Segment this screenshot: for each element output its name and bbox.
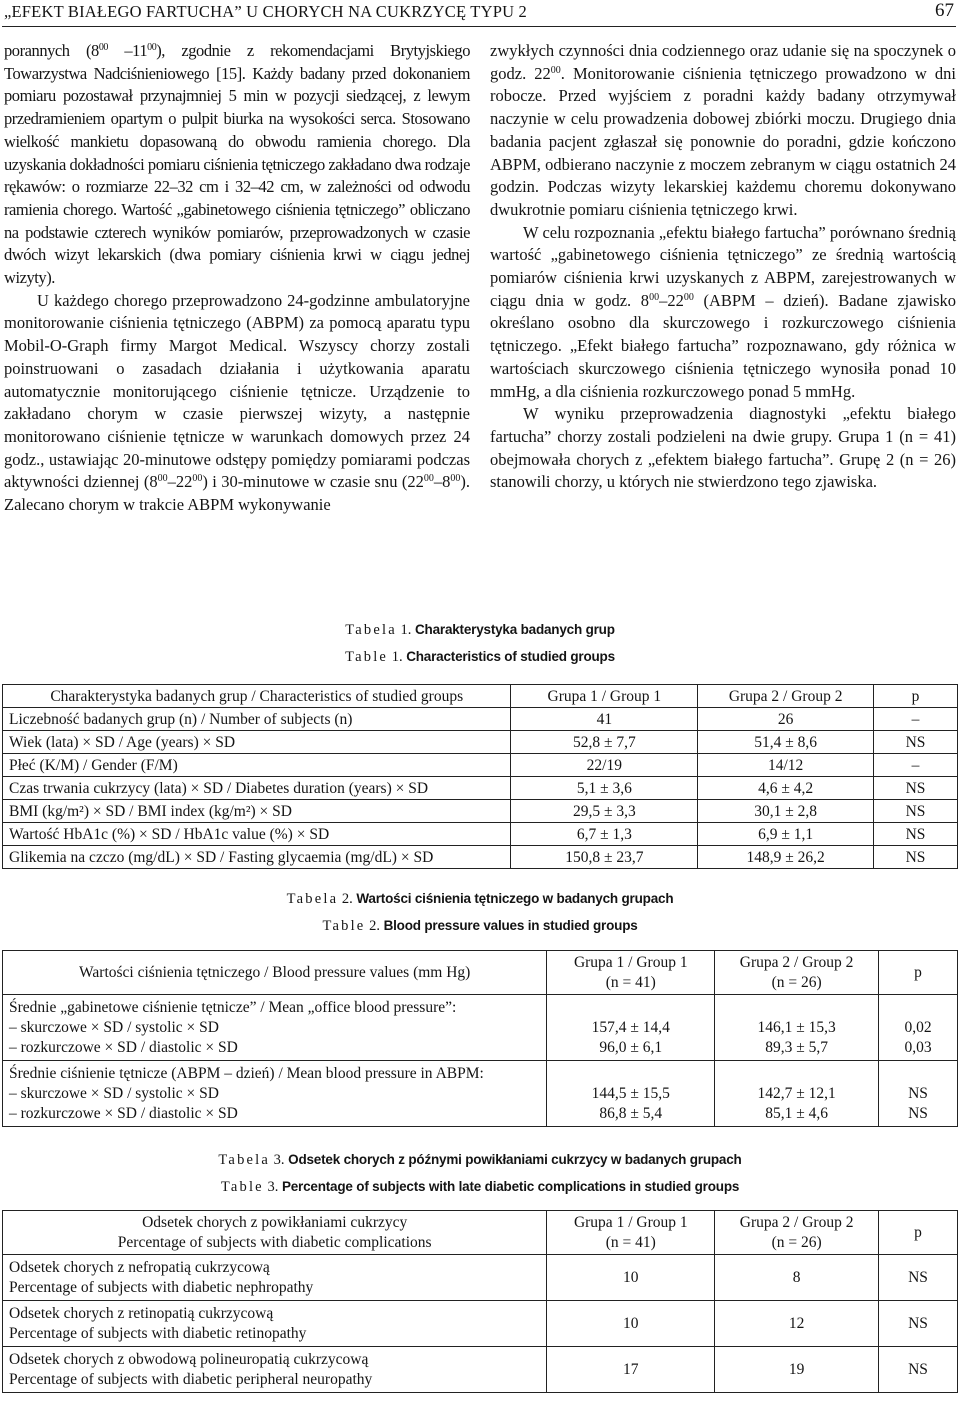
superscript: 00 <box>147 42 157 53</box>
paragraph: W wyniku przeprowadzenia diagnostyki „efektu białego fartucha” chorzy zostali podzieleni na dwie grupy. Grupa 1 (n = 41) obejmowała chorych z „efektem białego fartucha”. Grupę 2 (n = 26) stanowili chorzy, u których nie stwierdzono tego zjawiska. <box>490 404 956 492</box>
paragraph <box>4 290 470 517</box>
value-cell: 4,6 ± 4,2 <box>698 777 874 800</box>
value: 0,02 <box>904 1018 932 1036</box>
value-cell: 22/19 <box>511 754 698 777</box>
value-cell: 26 <box>698 708 874 731</box>
value: 157,4 ± 14,4 <box>591 1018 670 1036</box>
table1-caption-en <box>0 647 960 667</box>
caption-number: 2. <box>338 891 353 907</box>
header-cell <box>3 1211 547 1255</box>
superscript: 00 <box>423 473 434 485</box>
table-row <box>3 823 958 846</box>
row-label-en: Percentage of subjects with diabetic nephropathy <box>9 1278 314 1296</box>
header-cell <box>715 951 879 995</box>
value-cell: 6,9 ± 1,1 <box>698 823 874 846</box>
caption-title: Wartości ciśnienia tętniczego w badanych grupach <box>356 891 674 906</box>
value-cell <box>547 995 715 1061</box>
table2-caption-en <box>0 916 960 936</box>
caption-number: 2. <box>365 918 380 934</box>
table-row <box>3 708 958 731</box>
row-label: – rozkurczowe × SD / diastolic × SD <box>9 1104 238 1122</box>
table-row <box>3 777 958 800</box>
value-cell: 17 <box>547 1347 715 1393</box>
value: 89,3 ± 5,7 <box>765 1038 828 1056</box>
superscript: 00 <box>683 291 694 303</box>
text-run: ) i 30-minutowe w czasie snu (22 <box>202 472 424 492</box>
row-label-cell: Płeć (K/M) / Gender (F/M) <box>3 754 511 777</box>
header-cell: Grupa 1 / Group 1 <box>511 685 698 708</box>
value: 146,1 ± 15,3 <box>757 1018 836 1036</box>
row-label-cell <box>3 1061 547 1127</box>
value: 86,8 ± 5,4 <box>599 1104 663 1122</box>
value-cell: 148,9 ± 26,2 <box>698 846 874 869</box>
superscript: 00 <box>450 473 461 485</box>
table-row <box>3 754 958 777</box>
running-title: „EFEKT BIAŁEGO FARTUCHA” U CHORYCH NA CUKRZYCĘ TYPU 2 <box>4 2 527 21</box>
text-run: –11 <box>107 41 148 60</box>
text-run: ), zgodnie z rekomendacjami Brytyjskiego Towarzystwa Nadciśnieniowego [15]. Każdy badany przed dokonaniem pomiaru pozostawał przynajmniej 5 min w pozycji siedzącej, z lewym przedramieniem opartym o pulpit biurka na wysokości serca. Stosowano wielkość mankietu dopasowaną do obwodu ramienia chorego. Dla uzyskania dokładności pomiaru ciśnienia tętniczego zakładano dwa rodzaje rękawów: o rozmiarze 22–32 cm i 32–42 cm, w zależności od odwodu ramienia chorego. Wartość „gabinetowego ciśnienia tętniczego” obliczano na podstawie czterech wyników pomiarów, przeprowadzonych w czasie dwóch wizyt lekarskich (dwa pomiary ciśnienia krwi w ciągu jednej wizyty). <box>4 41 470 288</box>
running-header <box>2 0 956 27</box>
row-label-cell <box>3 1255 547 1301</box>
value-cell: 10 <box>547 1301 715 1347</box>
text-run: W celu rozpoznania „efektu białego fartucha” porównano średnią wartość „gabinetowego ciśnienia tętniczego” ze średnią wartością pomiarów ciśnienia krwi uzyskanych z ABPM, zarejestrowanych w ciągu dnia w godz. 8 <box>490 222 956 310</box>
value-cell: 10 <box>547 1255 715 1301</box>
row-label-en: Percentage of subjects with diabetic peripheral neuropathy <box>9 1370 373 1388</box>
caption-label: Table <box>220 1179 264 1195</box>
caption-label: Tabela <box>286 891 339 907</box>
value: 0,03 <box>904 1038 932 1056</box>
row-label: – skurczowe × SD / systolic × SD <box>9 1018 219 1036</box>
text-run: –22 <box>167 472 193 492</box>
row-label-pl: Odsetek chorych z retinopatią cukrzycową <box>9 1304 274 1322</box>
row-label-cell: Liczebność badanych grup (n) / Number of subjects (n) <box>3 708 511 731</box>
text-run: (ABPM – dzień). Badane zjawisko określano osobno dla skurczowego i rozkurczowego ciśnienia tętniczego. „Efekt białego fartucha” rozpoznawano, gdy różnica w wartościach skurczowego ciśnienia tętniczego wynosiła ponad 10 mmHg, a dla ciśnienia rozkurczowego ponad 5 mmHg. <box>490 290 956 401</box>
header-line: Percentage of subjects with diabetic complications <box>117 1233 432 1251</box>
value-cell: – <box>874 708 958 731</box>
value-cell: NS <box>874 731 958 754</box>
value-cell: 19 <box>715 1347 879 1393</box>
header-cell <box>547 1211 715 1255</box>
header-line: Grupa 1 / Group 1 <box>573 1213 688 1231</box>
value: 144,5 ± 15,5 <box>591 1084 670 1102</box>
text-run: porannych (8 <box>4 41 99 60</box>
header-cell: Charakterystyka badanych grup / Characteristics of studied groups <box>3 685 511 708</box>
value-cell <box>547 1061 715 1127</box>
row-label-cell: Glikemia na czczo (mg/dL) × SD / Fasting glycaemia (mg/dL) × SD <box>3 846 511 869</box>
caption-title: Charakterystyka badanych grup <box>414 622 615 637</box>
superscript: 00 <box>550 64 561 76</box>
table-header-row <box>3 951 958 995</box>
superscript: 00 <box>98 42 108 53</box>
header-line: (n = 26) <box>771 1233 822 1251</box>
superscript: 00 <box>192 473 203 485</box>
right-column <box>490 40 956 494</box>
text-run: U każdego chorego przeprowadzono 24-godzinne ambulatoryjne monitorowanie ciśnienia tętniczego (ABPM) za pomocą aparatu typu Mobil-O-Graph firmy Margot Medical. Wszyscy chorzy zostali poinstruowani o zasadach działania i użytkowania aparatu automatycznie monitorującego ciśnienie tętnicze. Urządzenie to zakładano chorym w czasie pierwszej wizyty, a następnie monitorowano ciśnienie tętnicze w warunkach domowych przez 24 godz., ustawiając 20-minutowe odstępy pomiędzy pomiarami podczas aktywności dziennej (8 <box>4 290 470 492</box>
row-label: – skurczowe × SD / systolic × SD <box>9 1084 219 1102</box>
header-cell: Wartości ciśnienia tętniczego / Blood pressure values (mm Hg) <box>3 951 547 995</box>
value-cell: 6,7 ± 1,3 <box>511 823 698 846</box>
text-run: zwykłych czynności dnia codziennego oraz udanie się na spoczynek o godz. 22 <box>490 41 956 83</box>
table-body <box>3 685 958 869</box>
value: NS <box>908 1084 928 1102</box>
row-label-cell: Czas trwania cukrzycy (lata) × SD / Diabetes duration (years) × SD <box>3 777 511 800</box>
table-blood-pressure <box>2 950 958 1127</box>
row-label-pl: Odsetek chorych z nefropatią cukrzycową <box>9 1258 270 1276</box>
paragraph <box>4 40 470 290</box>
row-label-cell <box>3 1347 547 1393</box>
value-cell <box>715 1061 879 1127</box>
table-characteristics <box>2 684 958 869</box>
value-cell <box>715 995 879 1061</box>
value-cell: 52,8 ± 7,7 <box>511 731 698 754</box>
text-run: . Monitorowanie ciśnienia tętniczego prowadzono w dni robocze. Przed wyjściem z poradni każdy badany otrzymywał naczynie w celu prowadzenia dobowej zbiórki moczu. Drugiego dnia badania pacjent zgłaszał się ponownie do poradni, gdzie kończono ABPM, odbierano naczynie z moczem zebranym w ciągu ostatnich 24 godzin. Podczas wizyty lekarskiej każdemu choremu dokonywano dwukrotnie pomiaru ciśnienia tętniczego krwi. <box>490 63 956 219</box>
table-row <box>3 995 958 1061</box>
value-cell: NS <box>879 1347 958 1393</box>
value-cell: NS <box>874 777 958 800</box>
row-label-cell: BMI (kg/m²) × SD / BMI index (kg/m²) × SD <box>3 800 511 823</box>
value-cell: 150,8 ± 23,7 <box>511 846 698 869</box>
header-line: (n = 41) <box>605 973 656 991</box>
table-row <box>3 800 958 823</box>
table3-caption-pl <box>0 1150 960 1170</box>
header-cell <box>547 951 715 995</box>
caption-number: 1. <box>396 622 412 638</box>
row-label-cell <box>3 995 547 1061</box>
table-row <box>3 846 958 869</box>
table3-caption-en <box>0 1177 960 1197</box>
value-cell <box>879 1061 958 1127</box>
page-number: 67 <box>935 0 954 21</box>
value: 142,7 ± 12,1 <box>757 1084 836 1102</box>
row-label-cell <box>3 1301 547 1347</box>
value-cell: 14/12 <box>698 754 874 777</box>
table-row <box>3 1347 958 1393</box>
table-row <box>3 1061 958 1127</box>
header-line: Grupa 2 / Group 2 <box>739 1213 854 1231</box>
paragraph <box>490 222 956 404</box>
caption-title: Percentage of subjects with late diabetic complications in studied groups <box>281 1179 740 1194</box>
value: 85,1 ± 4,6 <box>765 1104 828 1122</box>
row-label-cell: Wartość HbA1c (%) × SD / HbA1c value (%) × SD <box>3 823 511 846</box>
table-row <box>3 1255 958 1301</box>
value-cell: 12 <box>715 1301 879 1347</box>
caption-label: Table <box>345 649 389 665</box>
value-cell: NS <box>874 846 958 869</box>
value-cell: 51,4 ± 8,6 <box>698 731 874 754</box>
caption-number: 3. <box>263 1179 279 1195</box>
header-cell: p <box>874 685 958 708</box>
value-cell: 30,1 ± 2,8 <box>698 800 874 823</box>
value-cell: 8 <box>715 1255 879 1301</box>
superscript: 00 <box>157 473 168 485</box>
row-label: – rozkurczowe × SD / diastolic × SD <box>9 1038 238 1056</box>
row-label-pl: Odsetek chorych z obwodową polineuropatią cukrzycową <box>9 1350 369 1368</box>
value-cell: NS <box>879 1255 958 1301</box>
table-row <box>3 1301 958 1347</box>
table-complications <box>2 1210 958 1393</box>
header-cell: p <box>879 951 958 995</box>
caption-number: 1. <box>388 649 403 665</box>
text-run: –8 <box>433 472 451 492</box>
value-cell: – <box>874 754 958 777</box>
caption-label: Tabela <box>345 622 397 638</box>
value-cell: 5,1 ± 3,6 <box>511 777 698 800</box>
header-cell: p <box>879 1211 958 1255</box>
header-line: (n = 26) <box>771 973 822 991</box>
value-cell <box>879 995 958 1061</box>
superscript: 00 <box>649 291 660 303</box>
header-line: Grupa 2 / Group 2 <box>739 953 854 971</box>
value-cell: NS <box>874 823 958 846</box>
caption-label: Tabela <box>218 1152 271 1168</box>
section-title: Średnie ciśnienie tętnicze (ABPM – dzień) / Mean blood pressure in ABPM: <box>9 1064 484 1082</box>
table1-caption-pl <box>0 620 960 640</box>
caption-title: Blood pressure values in studied groups <box>383 918 638 933</box>
table-body <box>3 1255 958 1393</box>
header-line: Odsetek chorych z powikłaniami cukrzycy <box>142 1213 408 1231</box>
table-header-row <box>3 1211 958 1255</box>
header-cell: Grupa 2 / Group 2 <box>698 685 874 708</box>
value-cell: NS <box>874 800 958 823</box>
value-cell: 41 <box>511 708 698 731</box>
row-label-en: Percentage of subjects with diabetic retinopathy <box>9 1324 307 1342</box>
table-header-row <box>3 685 958 708</box>
text-run: –22 <box>659 290 684 310</box>
header-line: (n = 41) <box>605 1233 656 1251</box>
section-title: Średnie „gabinetowe ciśnienie tętnicze” / Mean „office blood pressure”: <box>9 998 457 1016</box>
header-line: Grupa 1 / Group 1 <box>573 953 688 971</box>
value-cell: NS <box>879 1301 958 1347</box>
value-cell: 29,5 ± 3,3 <box>511 800 698 823</box>
caption-title: Odsetek chorych z późnymi powikłaniami cukrzycy w badanych grupach <box>288 1152 742 1167</box>
value: 96,0 ± 6,1 <box>599 1038 663 1056</box>
table-row <box>3 731 958 754</box>
caption-number: 3. <box>270 1152 285 1168</box>
text-run: ). Zalecano chorym w trakcie ABPM wykonywanie <box>4 472 470 515</box>
value: NS <box>908 1104 928 1122</box>
table2-caption-pl <box>0 889 960 909</box>
left-column <box>4 40 470 517</box>
header-cell <box>715 1211 879 1255</box>
caption-title: Characteristics of studied groups <box>406 649 615 664</box>
row-label-cell: Wiek (lata) × SD / Age (years) × SD <box>3 731 511 754</box>
paragraph <box>490 40 956 222</box>
caption-label: Table <box>322 918 366 934</box>
